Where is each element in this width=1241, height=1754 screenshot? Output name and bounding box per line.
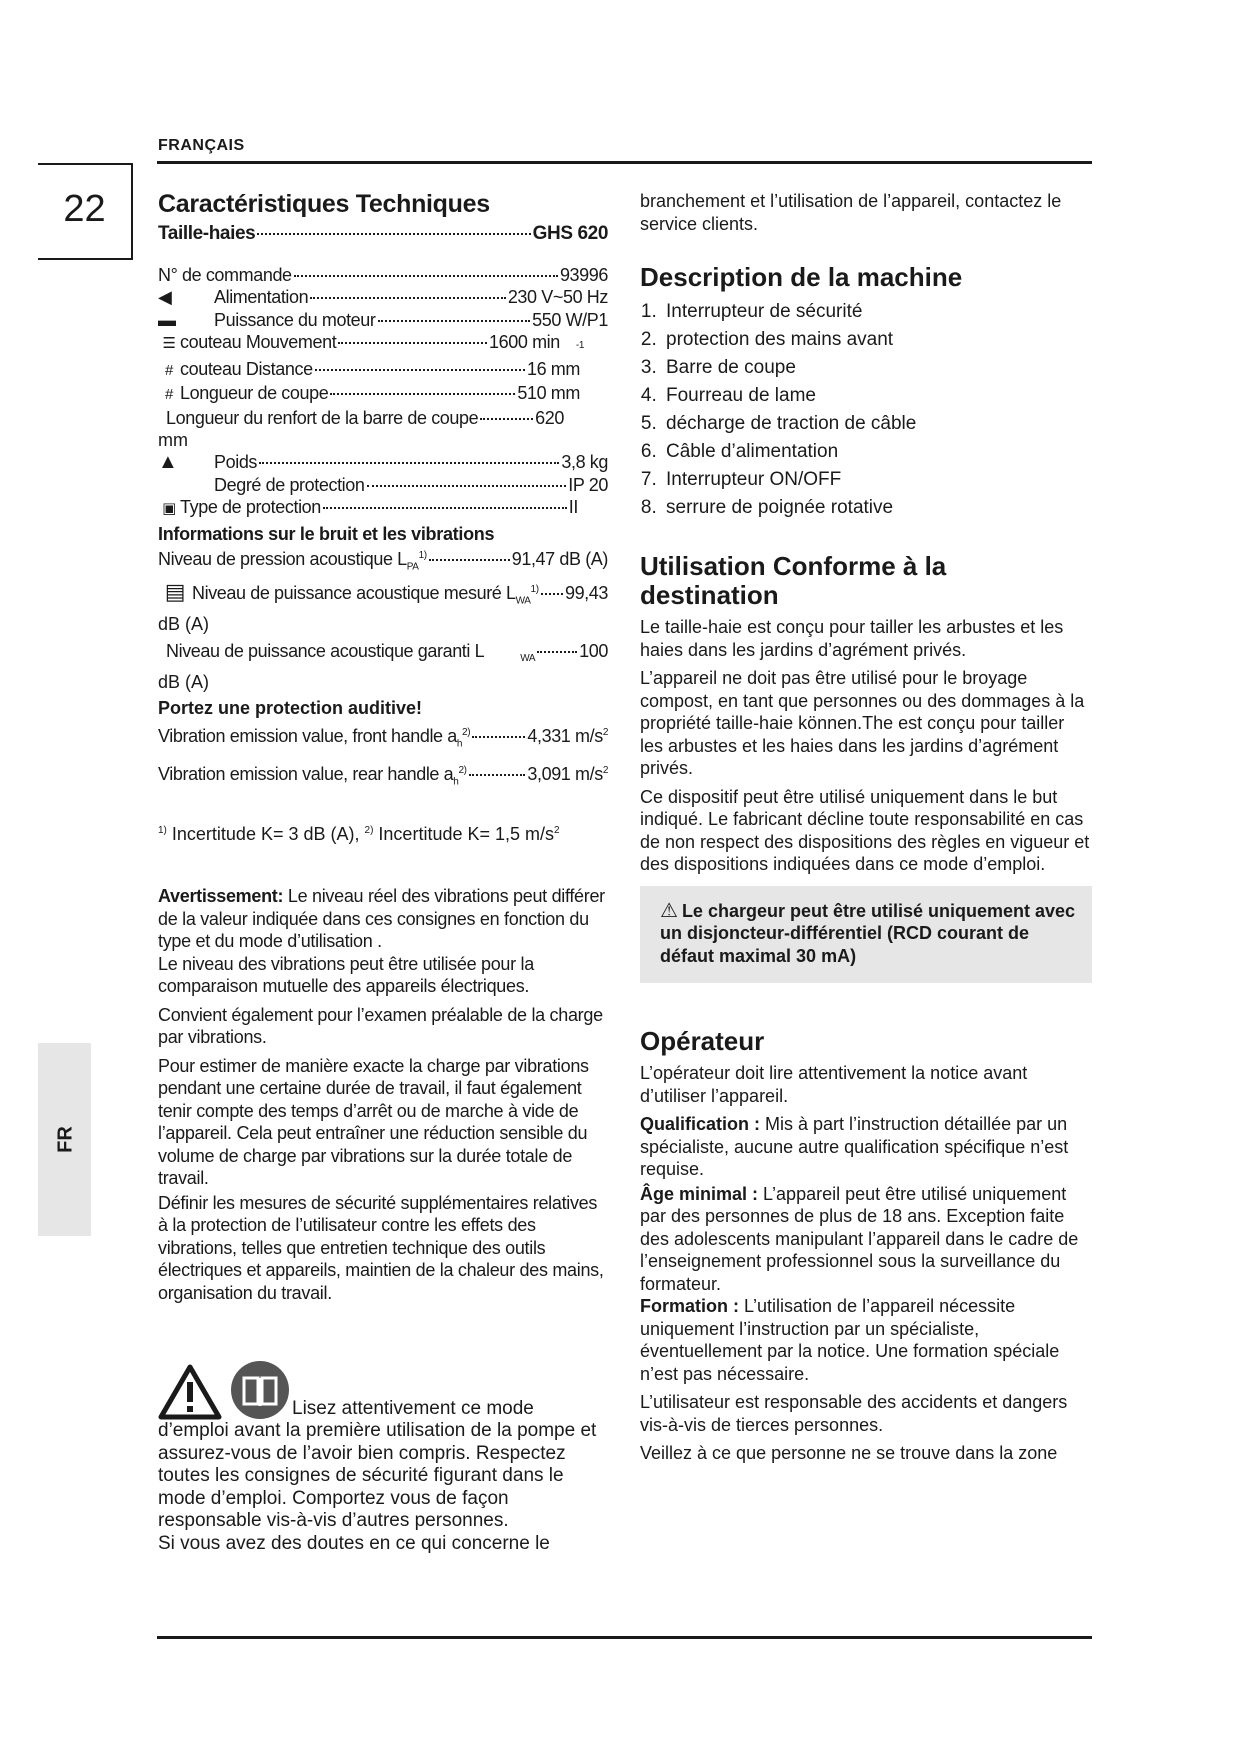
spec-row-motor-power: ▬ Puissance du moteur 550 W/P1 [158,309,608,330]
sound-pressure-row: Niveau de pression acoustique $L_{PA}^{1)}$ 91,47 dB (A) [158,549,608,573]
motor-icon: ▬ [158,309,176,330]
read-manual-first-line: Lisez attentivement ce mode [292,1397,534,1419]
vibration-warning-p5: Définir les mesures de sécurité supplémentaires relatives à la protection de l’utilisateur contre les effets des vibrations, telles que entretien technique des outils électriques et appareils, maintien de la chaleur des mains, organisation du travail. [158,1192,604,1303]
blade-movement-icon: ☰ [162,335,176,352]
continuation-text: branchement et l’utilisation de l’appareil, contactez le service clients. [640,191,1062,234]
rcd-notice: ⚠ Le chargeur peut être utilisé uniquement avec un disjoncteur-différentiel (RCD courant de défaut maximal 30 mA) [640,886,1092,984]
list-item: 5. décharge de traction de câble [662,410,1092,438]
usage-p2: L’appareil ne doit pas être utilisé pour le broyage compost, en tant que personnes ou des dommages à la propriété taille-haie können.The est conçu pour tailler les arbustes et les haies dans les jardins d’agrément privés. [640,668,1085,778]
specs-title: Caractéristiques Techniques [158,190,490,218]
sound-power-measured-row: ▤ Niveau de puissance acoustique mesuré $L_{WA}^{1)}$ 99,43 [158,579,608,613]
read-manual-last-line: Si vous avez des doutes en ce qui concerne le [158,1532,550,1554]
right-column [640,190,1092,1471]
spec-row-blade-distance: # couteau Distance 16 mm [158,358,608,383]
spec-row-power-supply: ◀ Alimentation 230 V~50 Hz [158,287,608,307]
vibration-rear-row: Vibration emission value, rear handle $a_h^{2)}$ 3,091 $m/s^2$ [158,763,608,788]
list-item: 3. Barre de coupe [662,354,1092,382]
guard-length-unit: mm [158,430,188,450]
operator-p1: L’opérateur doit lire attentivement la notice avant d’utiliser l’appareil. [640,1063,1028,1106]
spec-row-guard-length: Longueur du renfort de la barre de coupe 620 [166,407,564,428]
list-item: 8. serrure de poignée rotative [662,494,1092,522]
top-divider [157,161,1092,164]
minimum-age: Âge minimal : L’appareil peut être utilisé uniquement par des personnes de plus de 18 ans. Exception faite des adolescents manipulant l’appareil dans le cadre de l’enseignement professionnel sous la surveillance du formateur. [640,1183,1079,1294]
description-title: Description de la machine [640,262,963,292]
spec-row-weight: ▲ Poids 3,8 kg [158,451,608,473]
spec-row-order: N° de commande 93996 [158,264,608,285]
read-manual-block [158,1360,608,1555]
spec-row-protection-type: ▣ Type de protection II [158,496,608,521]
usage-p1: Le taille-haie est conçu pour tailler les arbustes et les haies dans les jardins d’agrément privés. [640,617,1064,660]
page-number: 22 [63,188,106,230]
training: Formation : L’utilisation de l’appareil nécessite uniquement l’instruction par un spécialiste, éventuellement par la notice. Une formation spéciale n’est pas nécessaire. [640,1296,1060,1384]
hearing-protection-note: Portez une protection auditive! [158,698,423,719]
usage-p3: Ce dispositif peut être utilisé uniquement dans le but indiqué. Le fabricant décline toute responsabilité en cas de non respect des dispositions des règles en vigueur et des dispositions indiquées dans ce mode d’emploi. [640,786,1090,874]
warning-icon: ⚠ [660,899,678,922]
model-row: Taille-haies GHS 620 [158,223,608,244]
sound-power-measured-unit: dB (A) [158,614,210,635]
vibration-front-row: Vibration emission value, front handle $a_h^{2)}$ 4,331 $m/s^2$ [158,725,608,750]
vibration-warning: Avertissement: Le niveau réel des vibrations peut différer de la valeur indiquée dans ces consignes en fonction du type et du mode d’utilisation . Le niveau des vibrations peut être utilisée pour la comparaison mutuelle des appareils électriques. Convient également pour l’examen préalable de la charge par vibrations. Pour estimer de manière exacte la charge par vibrations pendant une certaine durée de travail, il faut également tenir compte des temps d’arrêt ou de marche à vide de l’appareil. Cela peut entraîner une réduction sensible du volume de charge par vibrations sur la durée totale de travail. Définir les mesures de sécurité supplémentaires relatives à la protection de l’utilisateur contre les effets des vibrations, telles que entretien technique des outils électriques et appareils, maintien de la chaleur des mains, organisation du travail. [158,885,608,1304]
responsibility: L’utilisateur est responsable des accidents et dangers vis-à-vis de tierces personnes. [640,1392,1068,1435]
sound-power-icon: ▤ [164,579,186,605]
sound-power-guaranteed-unit: dB (A) [158,671,210,692]
spec-row-protection-degree: Degré de protection IP 20 [214,474,608,495]
spec-row-cut-length: # Longueur de coupe 510 mm [158,382,608,407]
spec-row-blade-movement: ☰ couteau Mouvement 1600 min $_{-1}$ [158,331,608,358]
blade-distance-icon: # [165,361,173,379]
list-item: 6. Câble d’alimentation [662,438,1092,466]
bottom-divider [157,1636,1092,1639]
warning-triangle-icon [158,1364,222,1420]
list-item: 2. protection des mains avant [662,326,1092,354]
noise-heading: Informations sur le bruit et les vibrations [158,523,495,544]
operator-title: Opérateur [640,1026,765,1056]
qualification: Qualification : Mis à part l’instruction détaillée par un spécialiste, aucune autre qualification spécifique n’est requise. [640,1114,1069,1179]
read-manual-icon [230,1360,290,1420]
side-tab-label: FR [54,1126,77,1153]
usage-title: Utilisation Conforme à la destination [640,551,947,610]
vibration-warning-p4: Pour estimer de manière exacte la charge par vibrations pendant une certaine durée de travail, il faut également tenir compte des temps d’arrêt ou de marche à vide de l’appareil. Cela peut entraîner une réduction sensible du volume de charge par vibrations sur la durée totale de travail. [158,1055,589,1189]
plug-icon: ◀ [158,287,172,307]
list-item: 4. Fourreau de lame [662,382,1092,410]
double-insulation-icon: ▣ [162,500,176,517]
weight-icon: ▲ [158,451,178,473]
sound-power-guaranteed-row: Niveau de puissance acoustique garanti L $_{WA}$ 100 [166,640,608,665]
read-manual-text: d’emploi avant la première utilisation de la pompe et assurez-vous de l’avoir bien compris. Respectez toutes les consignes de sécurité figurant dans le mode d’emploi. Comportez vous de façon responsable vis-à-vis d’autres personnes. [158,1420,597,1532]
language-label: FRANÇAIS [158,137,245,154]
uncertainty-footnotes: $^{1)}$ Incertitude K= 3 dB (A), $^{2)}$ Incertitude K= 1,5 $m/s^2$ [158,823,560,844]
machine-parts-list [640,298,1092,522]
last-line: Veillez à ce que personne ne se trouve dans la zone [640,1443,1058,1463]
left-column [158,190,608,1555]
cut-length-icon: # [165,386,173,403]
list-item: 7. Interrupteur ON/OFF [662,466,1092,494]
list-item: 1. Interrupteur de sécurité [662,298,1092,326]
